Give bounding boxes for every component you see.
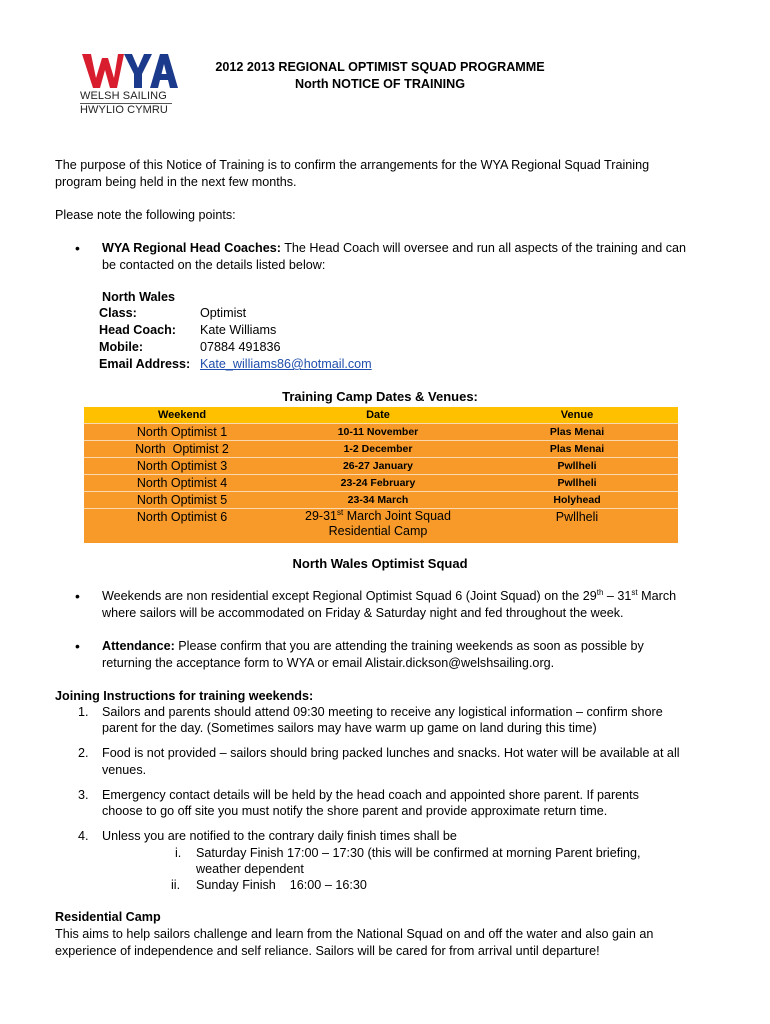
venue-cell: Pwllheli [476,458,678,475]
logo-divider [80,103,172,104]
date-cell: 26-27 January [280,458,476,475]
coaches-label: WYA Regional Head Coaches: [102,241,281,255]
table-row [84,458,678,475]
date-cell: 23-24 February [280,475,476,492]
item-number: 2. [78,746,89,760]
weekend-cell: North Optimist 4 [84,475,280,492]
intro-note: Please note the following points: [55,208,236,222]
contact-coach-value: Kate Williams [200,323,277,337]
joining-item-1-line1: Sailors and parents should attend 09:30 meeting to receive any logistical information – confirm shore [102,705,663,719]
date-cell: 23-34 March [280,492,476,509]
weekends-line1 [102,588,676,605]
sub-item-1-line1: Saturday Finish 17:00 – 17:30 (this will be confirmed at morning Parent briefing, [196,846,641,860]
header-date: Date [280,407,476,424]
joining-item-1-line2: parent for the day. (Sometimes sailors may have warm up game on land during this time) [102,721,597,735]
intro-purpose-line2: program being held in the next few months. [55,175,297,189]
weekends-sup1: th [596,587,604,597]
sub-item-number: ii. [171,878,181,892]
sub-item-2-line1: Sunday Finish 16:00 – 16:30 [196,878,367,892]
joining-item-4-line1: Unless you are notified to the contrary daily finish times shall be [102,829,457,843]
date-cell: 1-2 December [280,441,476,458]
logo-line-2: HWYLIO CYMRU [80,104,168,116]
training-camp-table [84,407,678,543]
contact-mobile-value: 07884 491836 [200,340,281,354]
header-venue: Venue [476,407,678,424]
weekend-cell: North Optimist 1 [84,424,280,441]
joining-item-2-line1: Food is not provided – sailors should bring packed lunches and snacks. Hot water will be available at all [102,746,680,760]
weekends-c: March [637,589,677,603]
attendance-line1 [102,638,644,655]
coaches-text1: The Head Coach will oversee and run all aspects of the training and can [280,241,687,255]
coaches-line2: be contacted on the details listed below: [102,258,326,272]
venue-cell: Plas Menai [476,441,678,458]
weekend-cell: North Optimist 3 [84,458,280,475]
document-subtitle: North NOTICE OF TRAINING [294,77,465,91]
table-row [84,441,678,458]
joining-item-3-line2: choose to go off site you must notify the shore parent and provide approximate return time. [102,804,608,818]
date-sup: st [337,507,344,517]
weekend-cell: North Optimist 2 [84,441,280,458]
item-number: 1. [78,705,89,719]
logo-line-1: WELSH SAILING [80,90,167,102]
date-part-b: March Joint Squad [343,509,451,523]
venue-cell: Plas Menai [476,424,678,441]
table-row [84,475,678,492]
table-row [84,424,678,441]
date-cell: 10-11 November [280,424,476,441]
weekend-cell: North Optimist 5 [84,492,280,509]
residential-line2: experience of independence and self reliance. Sailors will be cared for from arrival until departure! [55,944,600,958]
contact-mobile-label: Mobile: [99,340,144,354]
attendance-label: Attendance: [102,639,175,653]
joining-item-2-line2: venues. [102,763,147,777]
date-cell [280,509,476,544]
residential-heading: Residential Camp [55,910,161,924]
contact-class-value: Optimist [200,306,247,320]
weekends-line2: where sailors will be accommodated on Friday & Saturday night and fed throughout the week. [102,606,624,620]
venue-cell: Pwllheli [476,475,678,492]
weekends-a: Weekends are non residential except Regional Optimist Squad 6 (Joint Squad) on the 29 [102,589,597,603]
table-row [84,492,678,509]
contact-coach-label: Head Coach: [99,323,176,337]
weekends-sup2: st [631,587,638,597]
contact-region: North Wales [102,290,176,304]
table-header-row [84,407,678,424]
contact-email-link[interactable]: Kate_williams86@hotmail.com [200,357,372,371]
sub-item-1-line2: weather dependent [196,862,304,876]
attendance-text1: Please confirm that you are attending the training weekends as soon as possible by [174,639,644,653]
joining-heading: Joining Instructions for training weekends: [55,689,314,703]
attendance-line2: returning the acceptance form to WYA or email Alistair.dickson@welshsailing.org. [102,656,555,670]
bullet: • [75,588,80,604]
bullet: • [75,240,80,256]
venue-cell: Holyhead [476,492,678,509]
camp-heading: Training Camp Dates & Venues: [282,389,478,404]
item-number: 4. [78,829,89,843]
residential-line1: This aims to help sailors challenge and learn from the National Squad on and off the water and also gain an [55,927,654,941]
document-title: 2012 2013 REGIONAL OPTIMIST SQUAD PROGRAMME [215,60,545,74]
contact-class-label: Class: [99,306,137,320]
header-weekend: Weekend [84,407,280,424]
item-number: 3. [78,788,89,802]
date-part-a: 29-31 [305,509,338,523]
table-row [84,509,678,544]
joining-item-3-line1: Emergency contact details will be held by the head coach and appointed shore parent. If parents [102,788,639,802]
bullet: • [75,638,80,654]
weekends-b: – 31 [603,589,632,603]
squad-heading: North Wales Optimist Squad [292,556,468,571]
weekend-cell: North Optimist 6 [84,509,280,544]
date-part-c: Residential Camp [328,524,428,538]
coaches-line1 [102,240,686,257]
intro-purpose-line1: The purpose of this Notice of Training is to confirm the arrangements for the WYA Regional Squad Training [55,158,650,172]
sub-item-number: i. [175,846,182,860]
venue-cell: Pwllheli [476,509,678,544]
contact-email-label: Email Address: [99,357,191,371]
